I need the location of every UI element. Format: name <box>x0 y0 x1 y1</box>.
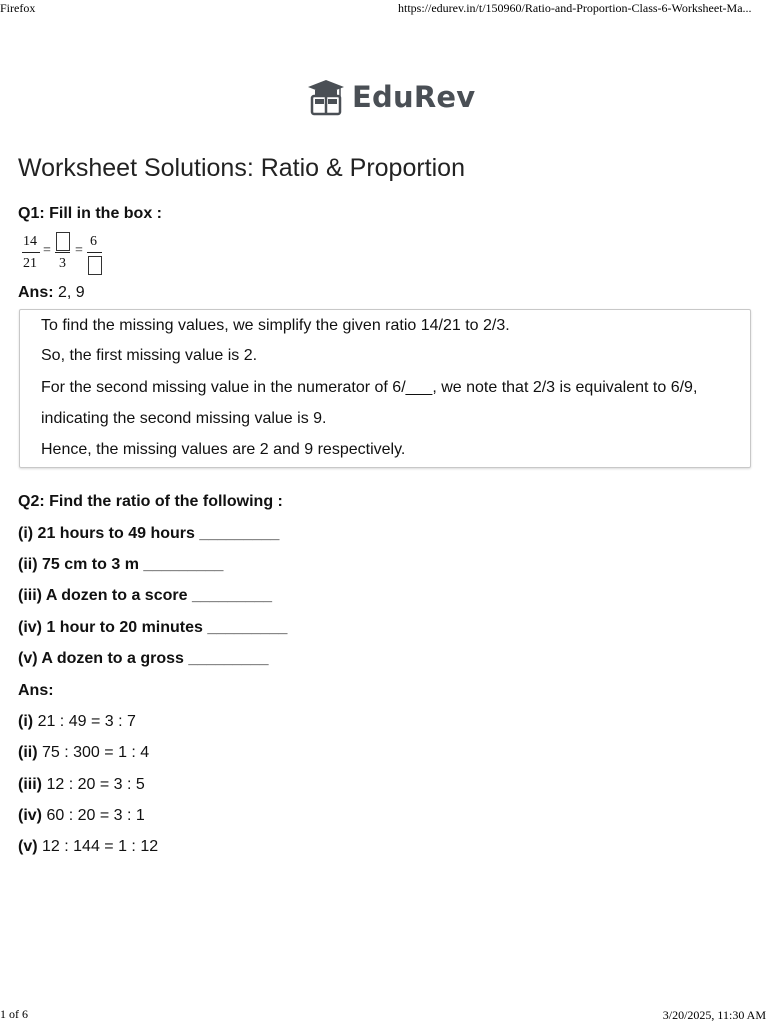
answer-item-text: 12 : 144 = 1 : 12 <box>42 838 159 855</box>
q2-answer <box>18 713 136 731</box>
q2-item: (i) 21 hours to 49 hours _________ <box>18 525 280 542</box>
fraction-numerator-1: 14 <box>23 234 37 249</box>
solution-line: To find the missing values, we simplify the given ratio 14/21 to 2/3. <box>41 317 510 334</box>
q1-answer <box>18 284 85 302</box>
q1-question: Q1: Fill in the box : <box>18 205 162 222</box>
answer-item-text: 12 : 20 = 3 : 5 <box>46 776 145 793</box>
fraction-bar-1 <box>22 252 40 253</box>
q2-item: (ii) 75 cm to 3 m _________ <box>18 556 224 573</box>
q2-item: (iii) A dozen to a score _________ <box>18 587 273 604</box>
missing-box-2 <box>88 256 102 275</box>
answer-item-label: (v) <box>18 838 38 855</box>
q2-item: (v) A dozen to a gross _________ <box>18 650 269 667</box>
fraction-bar-3 <box>87 252 102 253</box>
answer-item-label: (iii) <box>18 776 42 793</box>
solution-line: indicating the second missing value is 9. <box>41 410 327 427</box>
q1-solution-box <box>19 309 751 468</box>
answer-item-text: 21 : 49 = 3 : 7 <box>37 713 136 730</box>
page-indicator: 1 of 6 <box>0 1007 28 1021</box>
fraction-denominator-2: 3 <box>59 256 66 271</box>
missing-box-1 <box>56 232 70 251</box>
equals-sign-1: = <box>43 243 51 258</box>
graduation-cap-book-icon <box>306 78 346 116</box>
fraction-numerator-3: 6 <box>90 234 97 249</box>
q2-answer <box>18 744 149 762</box>
answer-item-text: 60 : 20 = 3 : 1 <box>46 807 145 824</box>
print-header <box>0 0 768 16</box>
q1-fraction-equation <box>20 232 110 276</box>
answer-item-label: (iv) <box>18 807 42 824</box>
solution-line: So, the first missing value is 2. <box>41 347 258 364</box>
fraction-denominator-1: 21 <box>23 256 37 271</box>
answer-label: Ans: <box>18 284 54 301</box>
q2-answer <box>18 838 158 856</box>
equals-sign-2: = <box>75 243 83 258</box>
fraction-bar-2 <box>55 252 70 253</box>
q2-question: Q2: Find the ratio of the following : <box>18 493 283 510</box>
page-url: https://edurev.in/t/150960/Ratio-and-Proportion-Class-6-Worksheet-Ma... <box>398 1 752 15</box>
q2-answer-label: Ans: <box>18 682 54 699</box>
print-footer <box>0 1006 768 1024</box>
answer-item-label: (i) <box>18 713 34 730</box>
q2-item: (iv) 1 hour to 20 minutes _________ <box>18 619 288 636</box>
browser-name: Firefox <box>0 1 36 15</box>
answer-item-label: (ii) <box>18 744 38 761</box>
logo-wordmark: EduRev <box>352 80 476 114</box>
answer-item-text: 75 : 300 = 1 : 4 <box>42 744 150 761</box>
answer-value: 2, 9 <box>58 284 85 301</box>
solution-line: Hence, the missing values are 2 and 9 respectively. <box>41 441 406 458</box>
edurev-logo[interactable] <box>306 78 475 116</box>
page-title: Worksheet Solutions: Ratio & Proportion <box>18 154 465 182</box>
solution-line: For the second missing value in the numerator of 6/___, we note that 2/3 is equivalent to 6/9, <box>41 379 698 396</box>
q2-answer <box>18 776 145 794</box>
print-datetime: 3/20/2025, 11:30 AM <box>662 1008 766 1022</box>
q2-answer <box>18 807 145 825</box>
